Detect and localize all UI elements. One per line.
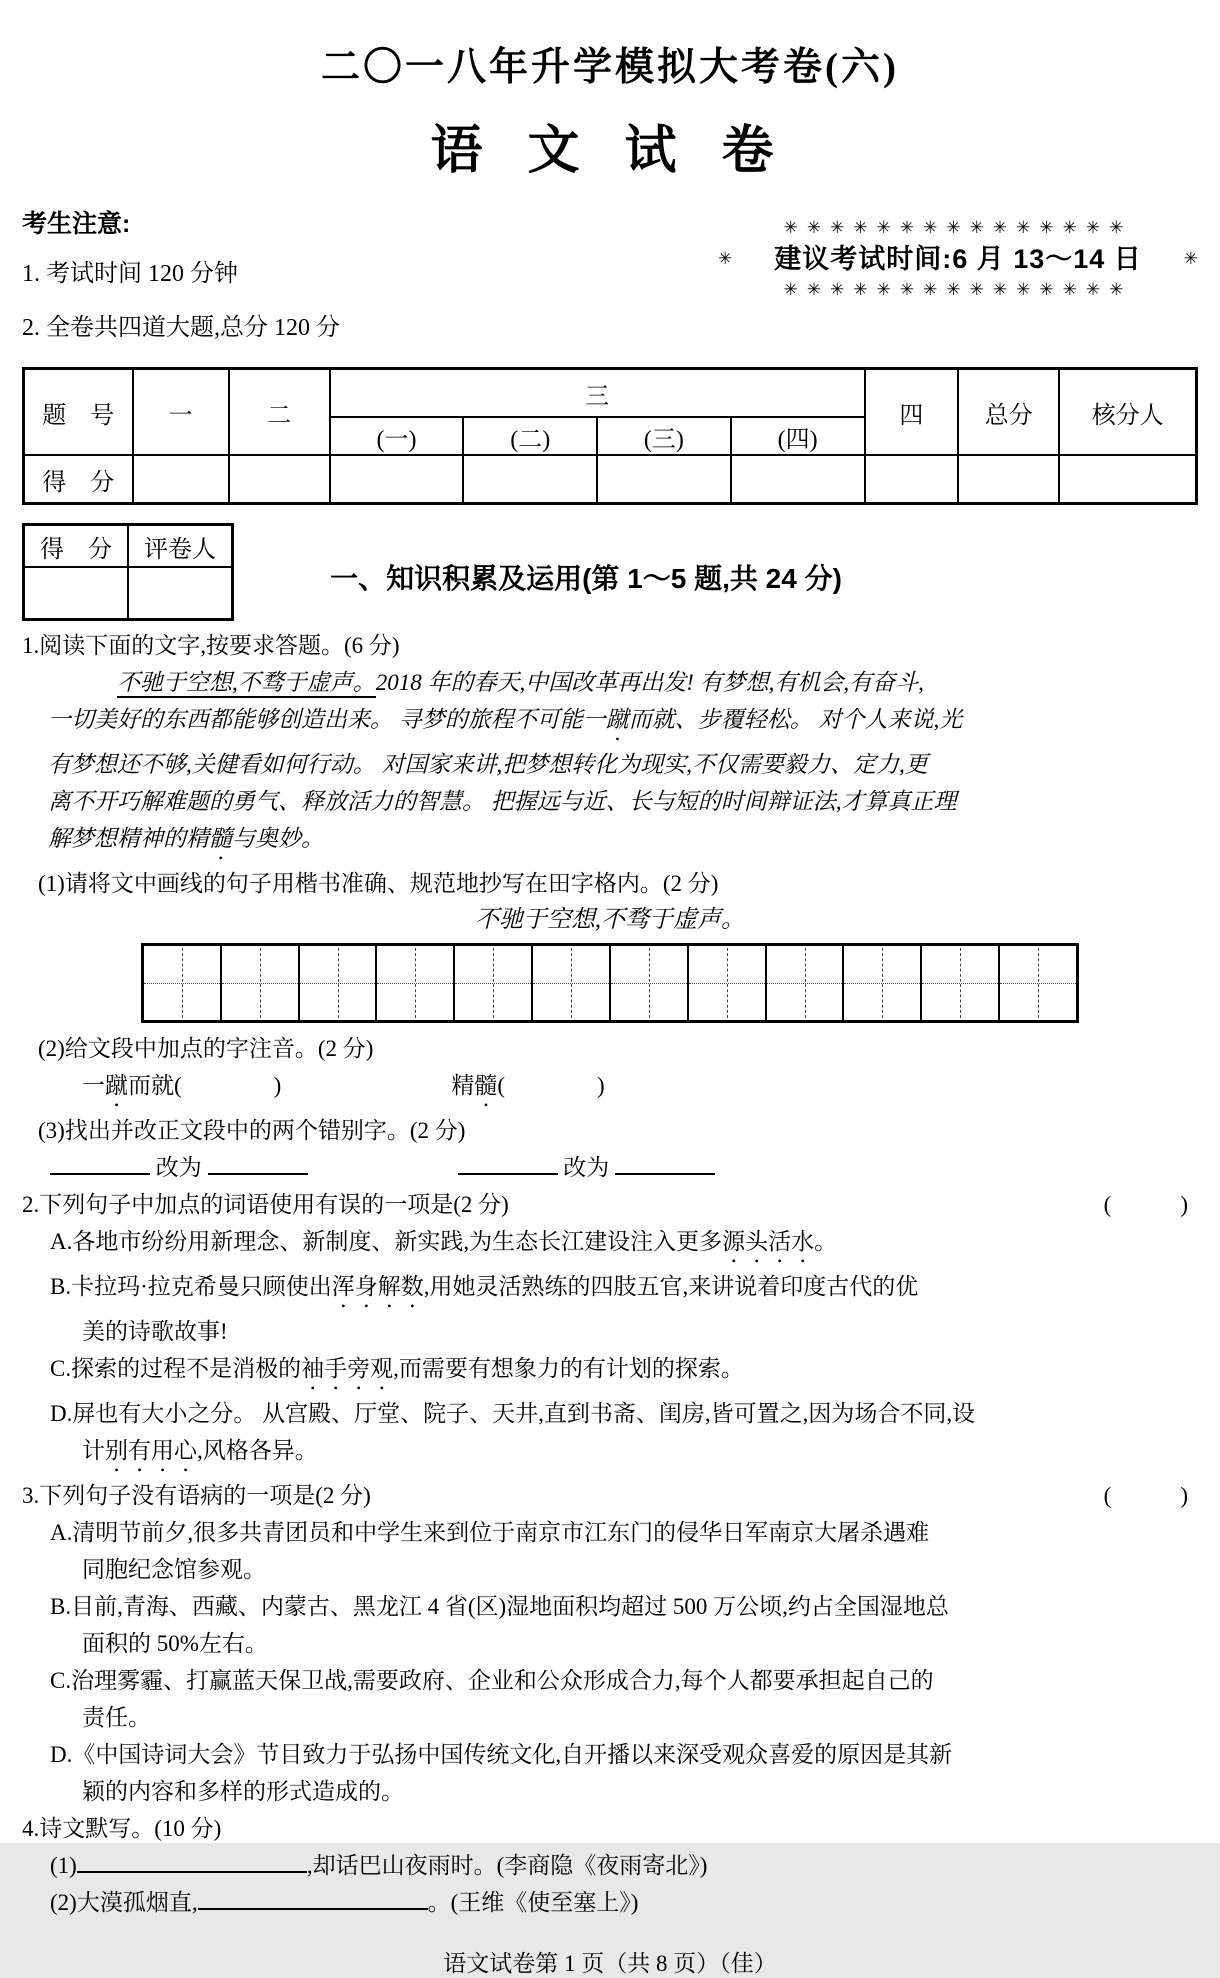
- text-run: (3)找出并改正文段中的两个错别字。(2 分): [38, 1118, 466, 1143]
- suggested-time-banner: [718, 217, 1198, 301]
- fill-in-blank: [615, 1151, 715, 1175]
- grader-box-score-cell: [24, 567, 129, 620]
- paper-subtitle: 语 文 试 卷: [430, 123, 790, 180]
- score-col-one: 一: [133, 369, 229, 456]
- q1-passage: [48, 664, 1198, 865]
- suggested-time-text: 建议考试时间:6 月 13～14 日: [774, 244, 1142, 274]
- text-line: [48, 783, 1198, 820]
- text-run: 浑身解数: [331, 1274, 424, 1299]
- text-line: [50, 1514, 1198, 1551]
- text-run: (1): [50, 1853, 77, 1878]
- text-run: ,风格各异。: [197, 1438, 318, 1463]
- text-run: ( ): [497, 1073, 605, 1098]
- text-run: 计: [82, 1438, 105, 1463]
- question-3: [22, 1477, 1198, 1810]
- spacer: [308, 1174, 458, 1175]
- answer-bracket: ( ): [1103, 1192, 1188, 1217]
- tianzige-cell: [1000, 946, 1076, 1020]
- text-run: (2)大漠孤烟直,: [50, 1890, 198, 1915]
- text-line: [38, 1112, 1198, 1149]
- text-line: [48, 664, 1198, 701]
- text-line: [82, 1699, 1198, 1736]
- notice-item-1: 1. 考试时间 120 分钟: [22, 261, 238, 287]
- tianzige-cell: [922, 946, 1000, 1020]
- text-line: [82, 1551, 1198, 1588]
- text-line: [82, 1067, 1198, 1112]
- fill-in-blank: [458, 1151, 558, 1175]
- text-run: 而就、步覆轻松。 对个人来说,光: [628, 707, 963, 732]
- text-run: 。(王维《使至塞上》): [427, 1890, 639, 1915]
- text-line: [50, 1736, 1198, 1773]
- text-line: [82, 1313, 1198, 1350]
- fill-in-blank: [77, 1849, 307, 1873]
- grader-box-score-label: 得 分: [24, 525, 129, 568]
- tianzige-cell: [767, 946, 845, 1020]
- text-run: D.《中国诗词大会》节目致力于弘扬中国传统文化,自开播以来深受观众喜爱的原因是其新: [50, 1742, 953, 1767]
- score-subcol-4: (四): [731, 417, 865, 455]
- tianzige-grid: [141, 943, 1079, 1023]
- tianzige-cell: [844, 946, 922, 1020]
- text-run: 蹴: [105, 1073, 128, 1098]
- score-cell: [731, 455, 865, 504]
- candidate-notice: [22, 201, 718, 355]
- text-run: 美的诗歌故事!: [82, 1319, 228, 1344]
- score-col-two: 二: [229, 369, 330, 456]
- text-run: 袖手旁观: [301, 1356, 394, 1381]
- answer-bracket: ( ): [1103, 1483, 1188, 1508]
- text-line: [50, 1395, 1198, 1432]
- text-run: 别有用心: [105, 1438, 197, 1463]
- text-run: 3.下列句子没有语病的一项是(2 分): [22, 1483, 371, 1508]
- text-run: 源头活水: [722, 1229, 815, 1254]
- text-line: [22, 1810, 1198, 1847]
- q1-stem: 1.阅读下面的文字,按要求答题。(6 分): [22, 633, 400, 658]
- text-line: [22, 1477, 1198, 1514]
- text-run: 一: [82, 1073, 105, 1098]
- score-subcol-2: (二): [463, 417, 597, 455]
- score-cell: [597, 455, 731, 504]
- tianzige-cell: [533, 946, 611, 1020]
- text-run: 髓: [209, 826, 232, 851]
- grader-box-grader-label: 评卷人: [128, 525, 233, 568]
- section-one-title: 一、知识积累及运用(第 1～5 题,共 24 分): [330, 563, 842, 594]
- score-col-checker: 核分人: [1059, 369, 1196, 456]
- text-run: 面积的 50%左右。: [82, 1631, 268, 1656]
- score-subcol-3: (三): [597, 417, 731, 455]
- score-cell: [958, 455, 1059, 504]
- paper-title: 二〇一八年升学模拟大考卷(六): [321, 46, 899, 89]
- text-line: [48, 701, 1198, 746]
- tianzige-cell: [144, 946, 222, 1020]
- flower-ornament-row-top: ✳✳✳✳✳✳✳✳✳✳✳✳✳✳✳: [783, 218, 1133, 237]
- text-line: [38, 1030, 1198, 1067]
- text-run: C.治理雾霾、打赢蓝天保卫战,需要政府、企业和公众形成合力,每个人都要承担起自己的: [50, 1668, 934, 1693]
- text-run: ,用她灵活熟练的四肢五官,来讲说着印度古代的优: [423, 1274, 919, 1299]
- score-summary-table: [22, 367, 1198, 505]
- tianzige-cell: [222, 946, 300, 1020]
- text-run: 而就( ): [128, 1073, 282, 1098]
- text-run: B.目前,青海、西藏、内蒙古、黑龙江 4 省(区)湿地面积均超过 500 万公顷,约占全国湿地总: [50, 1594, 949, 1619]
- text-line: [82, 1625, 1198, 1662]
- score-cell: [133, 455, 229, 504]
- text-line: [50, 1350, 1198, 1395]
- text-line: [50, 1884, 1198, 1921]
- text-run: A.清明节前夕,很多共青团员和中学生来到位于南京市江东门的侵华日军南京大屠杀遇难: [50, 1520, 930, 1545]
- text-run: C.探索的过程不是消极的: [50, 1356, 302, 1381]
- q1-sub1-stem: (1)请将文中画线的句子用楷书准确、规范地抄写在田字格内。(2 分): [38, 871, 719, 896]
- text-run: 改为: [557, 1155, 615, 1180]
- text-line: [50, 1588, 1198, 1625]
- text-run: A.各地市纷纷用新理念、新制度、新实践,为生态长江建设注入更多: [50, 1229, 723, 1254]
- text-line: [50, 1268, 1198, 1313]
- notice-heading: 考生注意:: [22, 210, 131, 238]
- text-line: [82, 1432, 1198, 1477]
- fill-in-blank: [208, 1151, 308, 1175]
- score-cell: [865, 455, 959, 504]
- text-line: [82, 1773, 1198, 1810]
- score-col-three: 三: [330, 369, 865, 418]
- score-row-header: 得 分: [24, 455, 133, 504]
- text-run: ,却话巴山夜雨时。(李商隐《夜雨寄北》): [306, 1853, 708, 1878]
- text-run: D.屏也有大小之分。 从宫殿、厅堂、院子、天井,直到书斋、闺房,皆可置之,因为场合不同,设: [50, 1401, 976, 1426]
- grader-box-grader-cell: [128, 567, 233, 620]
- flower-ornament-right-icon: ✳: [1183, 249, 1198, 268]
- spacer: [281, 1092, 451, 1093]
- text-run: 4.诗文默写。(10 分): [22, 1816, 222, 1841]
- tianzige-cell: [611, 946, 689, 1020]
- text-run: 蹴: [605, 707, 629, 732]
- text-run: 髓: [474, 1073, 498, 1098]
- text-run: 改为: [150, 1155, 208, 1180]
- text-line: [50, 1149, 1198, 1186]
- text-run: ,而需要有想象力的有计划的探索。: [393, 1356, 744, 1381]
- text-line: [50, 1847, 1198, 1884]
- score-cell: [463, 455, 597, 504]
- section-one-header-row: [22, 523, 1198, 621]
- flower-ornament-row-bottom: ✳✳✳✳✳✳✳✳✳✳✳✳✳✳✳: [783, 280, 1133, 299]
- score-subcol-1: (一): [330, 417, 464, 455]
- score-col-total: 总分: [958, 369, 1059, 456]
- text-run: 一切美好的东西都能够创造出来。 寻梦的旅程不可能一: [48, 707, 606, 732]
- text-run: 责任。: [82, 1705, 151, 1730]
- text-run: 。: [814, 1229, 838, 1254]
- flower-ornament-left-icon: ✳: [718, 249, 733, 268]
- text-line: [22, 1186, 1198, 1223]
- score-cell: [330, 455, 464, 504]
- score-cell: [229, 455, 330, 504]
- score-table-header: 题 号: [24, 369, 133, 456]
- text-run: 解梦想精神的精: [48, 826, 209, 851]
- text-line: [48, 820, 1198, 865]
- text-run: 2018 年的春天,中国改革再出发! 有梦想,有机会,有奋斗,: [375, 670, 924, 695]
- tianzige-cell: [377, 946, 455, 1020]
- text-run: 2.下列句子中加点的词语使用有误的一项是(2 分): [22, 1192, 509, 1217]
- q1-sub3: [22, 1112, 1198, 1186]
- score-cell: [1059, 455, 1196, 504]
- text-line: [50, 1223, 1198, 1268]
- text-run: 与奥妙。: [232, 826, 324, 851]
- tianzige-cell: [300, 946, 378, 1020]
- top-row: [22, 201, 1198, 355]
- text-line: [48, 746, 1198, 783]
- tianzige-cell: [689, 946, 767, 1020]
- text-run: (2)给文段中加点的字注音。(2 分): [38, 1036, 374, 1061]
- page-footer: 语文试卷第 1 页（共 8 页）（佳）: [443, 1951, 777, 1976]
- fill-in-blank: [50, 1151, 150, 1175]
- q1-copy-sentence: 不驰于空想,不骛于虚声。: [475, 907, 745, 933]
- text-run: 颖的内容和多样的形式造成的。: [82, 1779, 404, 1804]
- fill-in-blank: [198, 1886, 428, 1910]
- score-col-four: 四: [865, 369, 959, 456]
- q1-sub2: [22, 1030, 1198, 1112]
- text-run: 有梦想还不够,关健看如何行动。 对国家来讲,把梦想转化为现实,不仅需要毅力、定力,更: [48, 752, 928, 777]
- tianzige-cell: [455, 946, 533, 1020]
- text-run: 同胞纪念馆参观。: [82, 1557, 266, 1582]
- text-run: B.卡拉玛·拉克希曼只顾使出: [50, 1274, 332, 1299]
- question-2: [22, 1186, 1198, 1477]
- text-run: 不驰于空想,不骛于虚声。: [117, 670, 376, 698]
- grader-box: [22, 523, 234, 621]
- text-line: [50, 1662, 1198, 1699]
- question-4: [22, 1810, 1198, 1921]
- notice-item-2: 2. 全卷共四道大题,总分 120 分: [22, 315, 340, 341]
- text-run: 离不开巧解难题的勇气、释放活力的智慧。 把握远与近、长与短的时间辩证法,才算真正理: [48, 789, 957, 814]
- text-run: 精: [451, 1073, 475, 1098]
